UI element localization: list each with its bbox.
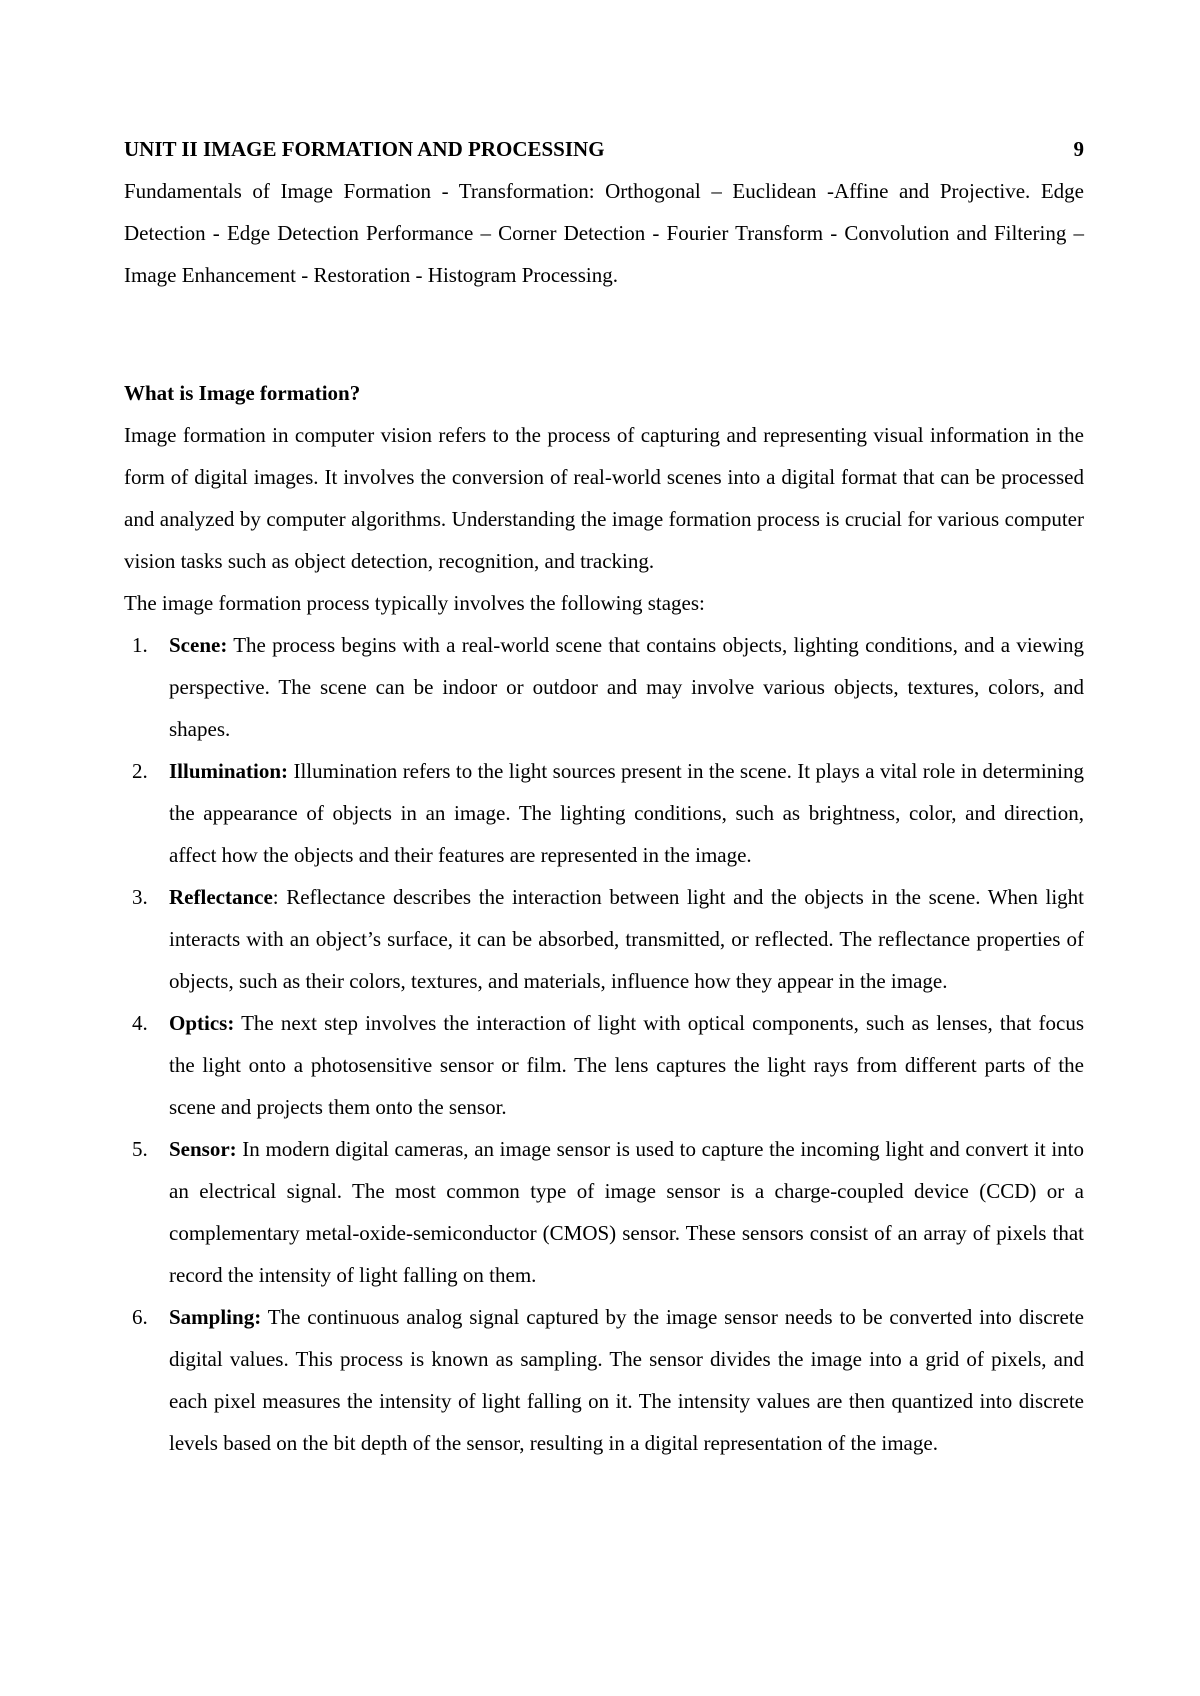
stage-term: Scene:: [169, 633, 228, 657]
stages-list: [124, 624, 1084, 1464]
stage-number: 5.: [132, 1137, 148, 1161]
stage-text: The process begins with a real-world scene that contains objects, lighting conditions, and a viewing perspective. The scene can be indoor or outdoor and may involve various objects, textures, colors, and shapes.: [169, 633, 1084, 741]
stage-term: Optics:: [169, 1011, 235, 1035]
unit-hours: 9: [1073, 137, 1084, 161]
stage-item-sampling: [124, 1296, 1084, 1464]
stage-number: 3.: [132, 885, 148, 909]
stage-term: Reflectance: [169, 885, 273, 909]
stage-text: Illumination refers to the light sources present in the scene. It plays a vital role in determining the appearance of objects in an image. The lighting conditions, such as brightness, color, and direction, affect how the objects and their features are represented in the image.: [169, 759, 1084, 867]
document-page: [124, 128, 1084, 1464]
stage-term: Sensor:: [169, 1137, 237, 1161]
stage-text: The next step involves the interaction of light with optical components, such as lenses, that focus the light onto a photosensitive sensor or film. The lens captures the light rays from different parts of the scene and projects them onto the sensor.: [169, 1011, 1084, 1119]
stage-number: 2.: [132, 759, 148, 783]
stage-number: 6.: [132, 1305, 148, 1329]
stage-text: In modern digital cameras, an image sensor is used to capture the incoming light and convert it into an electrical signal. The most common type of image sensor is a charge-coupled device (CCD) or a complementary metal-oxide-semiconductor (CMOS) sensor. These sensors consist of an array of pixels that record the intensity of light falling on them.: [169, 1137, 1084, 1287]
syllabus-text: Fundamentals of Image Formation - Transformation: Orthogonal – Euclidean -Affine and Projective. Edge Detection - Edge Detection Performance – Corner Detection - Fourier Transform - Convolution and Filtering – Image Enhancement - Restoration - Histogram Processing.: [124, 179, 1084, 287]
stage-text: The continuous analog signal captured by the image sensor needs to be converted into discrete digital values. This process is known as sampling. The sensor divides the image into a grid of pixels, and each pixel measures the intensity of light falling on it. The intensity values are then quantized into discrete levels based on the bit depth of the sensor, resulting in a digital representation of the image.: [169, 1305, 1084, 1455]
intro-paragraph: Image formation in computer vision refers to the process of capturing and representing visual information in the form of digital images. It involves the conversion of real-world scenes into a digital format that can be processed and analyzed by computer algorithms. Understanding the image formation process is crucial for various computer vision tasks such as object detection, recognition, and tracking.: [124, 423, 1084, 573]
stage-item-illumination: [124, 750, 1084, 876]
stage-term: Sampling:: [169, 1305, 262, 1329]
stage-item-sensor: [124, 1128, 1084, 1296]
unit-header: [124, 128, 1084, 170]
stage-item-reflectance: [124, 876, 1084, 1002]
stage-item-optics: [124, 1002, 1084, 1128]
stage-term: Illumination:: [169, 759, 289, 783]
stages-lead: The image formation process typically involves the following stages:: [124, 591, 705, 615]
stage-item-scene: [124, 624, 1084, 750]
stage-number: 4.: [132, 1011, 148, 1035]
unit-title: UNIT II IMAGE FORMATION AND PROCESSING: [124, 137, 605, 161]
stage-text: : Reflectance describes the interaction between light and the objects in the scene. When light interacts with an object’s surface, it can be absorbed, transmitted, or reflected. The reflectance properties of objects, such as their colors, textures, and materials, influence how they appear in the image.: [169, 885, 1084, 993]
stage-number: 1.: [132, 633, 148, 657]
section-heading: What is Image formation?: [124, 381, 361, 405]
